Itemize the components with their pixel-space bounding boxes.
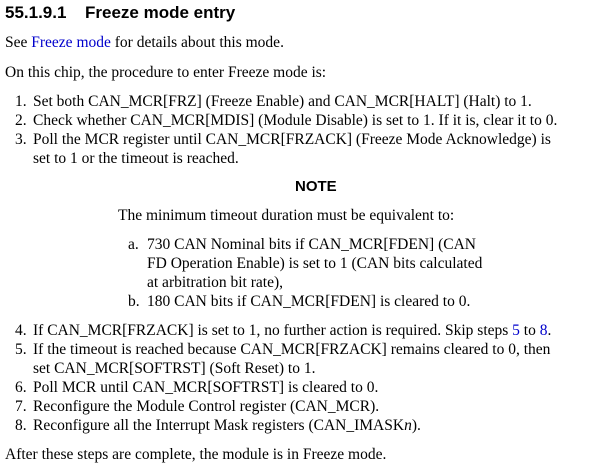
step-4-text — [33, 321, 551, 340]
section-number: 55.1.9.1 — [5, 3, 67, 22]
section-title: Freeze mode entry — [85, 3, 236, 22]
step-8-number: 8. — [15, 417, 27, 434]
intro-paragraph — [5, 33, 284, 52]
freeze-mode-link[interactable]: Freeze mode — [31, 34, 111, 51]
step-1-number: 1. — [15, 93, 27, 110]
step-4-mid: to — [519, 322, 540, 339]
step-3-text-line-1: Poll the MCR register until CAN_MCR[FRZACK] (Freeze Mode Acknowledge) is — [33, 131, 551, 148]
note-item-b-label: b. — [128, 293, 140, 310]
step-1-text: Set both CAN_MCR[FRZ] (Freeze Enable) and CAN_MCR[HALT] (Halt) to 1. — [33, 93, 532, 110]
step-8-suffix: ). — [411, 417, 421, 434]
step-5-number: 5. — [15, 341, 27, 358]
step-2-number: 2. — [15, 112, 27, 129]
note-title: NOTE — [295, 178, 337, 195]
intro-prefix: See — [5, 34, 32, 51]
step-3-number: 3. — [15, 131, 27, 148]
step-5-link[interactable]: 5 — [512, 322, 520, 339]
step-3-text-line-2: set to 1 or the timeout is reached. — [33, 150, 239, 167]
note-text: The minimum timeout duration must be equivalent to: — [118, 207, 455, 224]
note-item-a-label: a. — [128, 236, 139, 253]
section-heading — [5, 3, 235, 22]
step-5-text-line-2: set CAN_MCR[SOFTRST] (Soft Reset) to 1. — [33, 360, 316, 377]
note-item-a-line-2: FD Operation Enable) is set to 1 (CAN bits calculated — [147, 255, 483, 272]
step-8-prefix: Reconfigure all the Interrupt Mask registers (CAN_IMASK — [33, 417, 405, 434]
step-6-number: 6. — [15, 379, 27, 396]
step-6-text: Poll MCR until CAN_MCR[SOFTRST] is cleared to 0. — [33, 379, 379, 396]
step-8-italic: n — [404, 417, 412, 434]
step-2-text: Check whether CAN_MCR[MDIS] (Module Disable) is set to 1. If it is, clear it to 0. — [33, 112, 558, 129]
step-4-number: 4. — [15, 322, 27, 339]
note-item-a-line-3: at arbitration bit rate), — [147, 274, 283, 291]
step-4-prefix: If CAN_MCR[FRZACK] is set to 1, no further action is required. Skip steps — [33, 322, 513, 339]
step-8-link[interactable]: 8 — [539, 322, 548, 339]
procedure-intro: On this chip, the procedure to enter Freeze mode is: — [5, 64, 327, 81]
step-7-number: 7. — [15, 398, 27, 415]
step-4-suffix: . — [547, 322, 552, 339]
note-item-b-line-1: 180 CAN bits if CAN_MCR[FDEN] is cleared to 0. — [147, 293, 471, 310]
step-7-text: Reconfigure the Module Control register (CAN_MCR). — [33, 398, 380, 415]
intro-suffix: for details about this mode. — [110, 34, 284, 51]
step-8-text — [33, 416, 421, 435]
closing-paragraph: After these steps are complete, the module is in Freeze mode. — [5, 446, 387, 463]
step-5-text-line-1: If the timeout is reached because CAN_MCR[FRZACK] remains cleared to 0, then — [33, 341, 551, 358]
note-item-a-line-1: 730 CAN Nominal bits if CAN_MCR[FDEN] (CAN — [147, 236, 476, 253]
